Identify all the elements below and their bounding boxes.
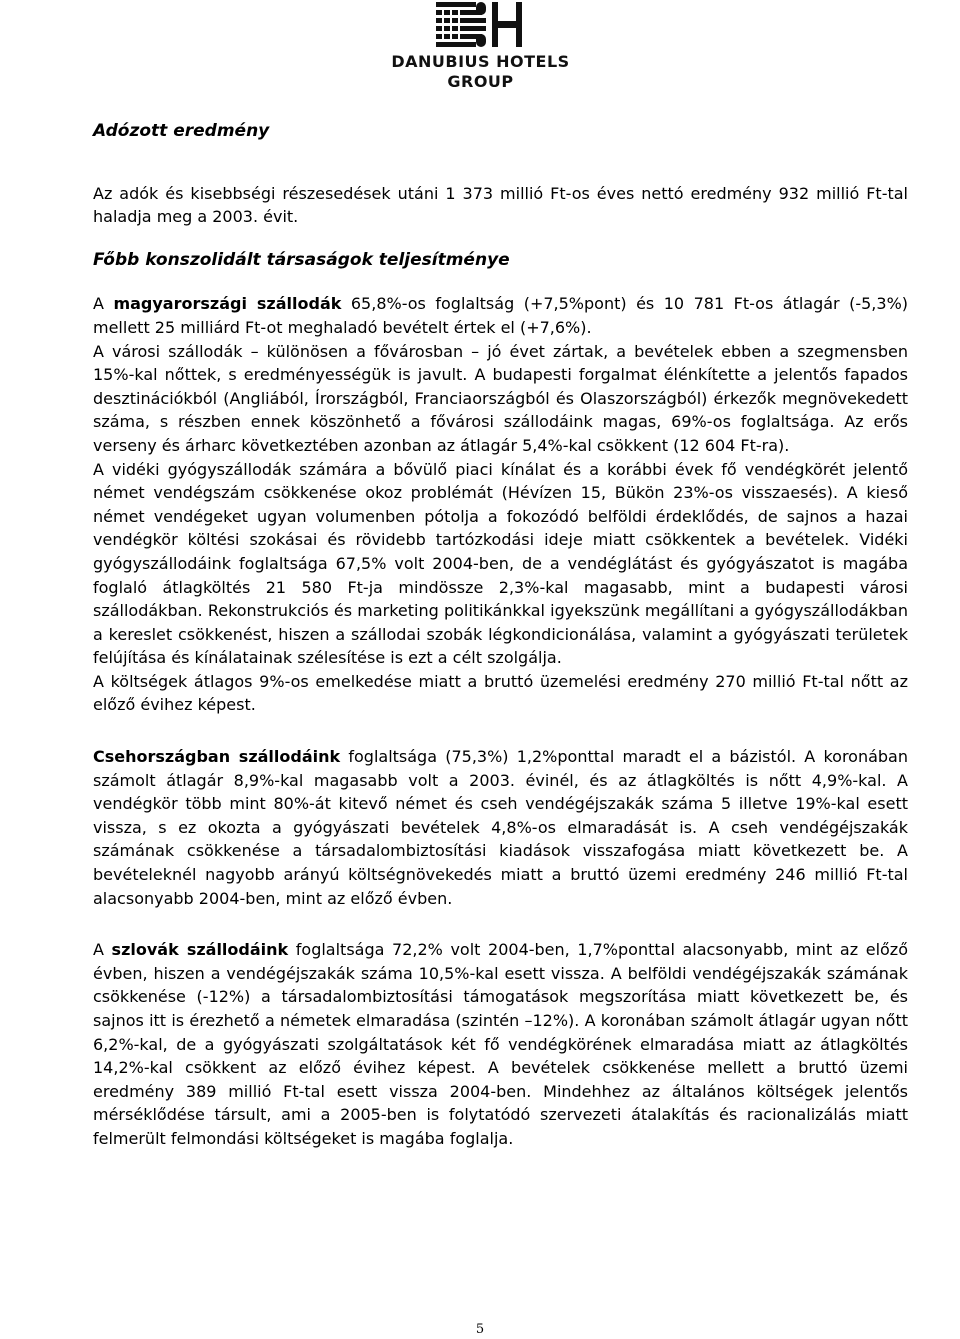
paragraph-spa-hotels: A vidéki gyógyszállodák számára a bővülő piaci kínálat és a korábbi évek fő vendégkörét jelentő német vendégszám csökkenése okoz problémát (Hévízen 15, Bükön 23%-os visszaesés). A kieső német vendégeket ugyan volumenben pótolja a fokozódó belföldi érdeklődés, de sajnos a hazai vendégkör költési szokásai és rövidebb tartózkodási ideje miatt csökkentek a bevételek. Vidéki gyógyszállodáink foglaltsága 67,5% volt 2004-ben, de a vendéglátást és gyógyászatot is magába foglaló átlagköltés 21 580 Ft-ja mindössze 2,3%-kal magasabb, mint a budapesti városi szállodákban. Rekonstrukciós és marketing politikánkkal igyekszünk megállítani a gyógyszállodákban a kereslet csökkenést, hiszen a szállodai szobák légkondicionálása, valamint a gyógyászati területek felújítása és kínálatainak szélesítése is ezt a célt szolgálja. bbox=[93, 459, 908, 668]
paragraph-costs: A költségek átlagos 9%-os emelkedése miatt a bruttó üzemelési eredmény 270 millió Ft-tal nőtt az előző évihez képest. bbox=[93, 671, 908, 715]
paragraph-net-result: Az adók és kisebbségi részesedések utáni 1 373 millió Ft-os éves nettó eredmény 932 millió Ft-tal haladja meg a 2003. évit. bbox=[93, 183, 908, 227]
logo-text-danubius-hotels: DANUBIUS HOTELS bbox=[391, 52, 570, 71]
text-run: 65,8%-os foglaltság (+7,5%pont) és 10 781 Ft-os átlagár (-5,3%) mellett 25 milliárd Ft-ot meghaladó bevételt értek el (+7,6%). bbox=[93, 294, 909, 337]
heading-konszolidalt-tarsasagok: Főbb konszolidált társaságok teljesítménye bbox=[93, 249, 510, 270]
paragraph-slovak-hotels bbox=[93, 938, 908, 1150]
bold-term-csehorszagban-szallodaink: Csehországban szállodáink bbox=[93, 747, 341, 767]
bold-term-szlovak-szallodaink: szlovák szállodáink bbox=[111, 940, 289, 960]
paragraph-hungarian-hotels bbox=[93, 292, 908, 339]
bold-term-magyarorszagi-szallodak: magyarországi szállodák bbox=[113, 294, 342, 314]
company-logo bbox=[358, 2, 603, 94]
text-run: A bbox=[93, 294, 114, 314]
page-number: 5 bbox=[475, 1322, 485, 1337]
text-run: foglaltsága (75,3%) 1,2%ponttal maradt el a bázistól. A koronában számolt átlagár 8,9%-kal magasabb volt a 2003. évinél, és az átlagköltés is nőtt 4,9%-kal. A vendégkör több mint 80%-át kitevő német és cseh vendégéjszakák száma 5 illetve 19%-kal esett vissza, s ez okozta a gyógyászati bevételek 4,8%-os elmaradását is. A cseh vendégéjszakák számának csökkenése a társadalombiztosítási kiadások visszafogása miatt következett be. A bevételeknél nagyobb arányú költségnövekedés miatt a bruttó üzemi eredmény 246 millió Ft-tal alacsonyabb 2004-ben, mint az előző évben. bbox=[93, 747, 909, 908]
text-run: A bbox=[93, 940, 112, 960]
text-run: foglaltsága 72,2% volt 2004-ben, 1,7%ponttal alacsonyabb, mint az előző évben, hiszen a vendégéjszakák száma 10,5%-kal esett vissza. A belföldi vendégéjszakák számának csökkenése (-12%) a társadalombiztosítási támogatások megszorítása miatt következett be, és sajnos itt is érezhető a németek elmaradása (szintén –12%). A koronában számolt átlagár ugyan nőtt 6,2%-kal, de a gyógyászati szolgáltatások két fő vendégkörének elmaradása miatt az átlagköltés 14,2%-kal csökkent az előző évihez képest. A bevételek csökkenése mellett a bruttó üzemi eredmény 389 millió Ft-tal esett vissza 2004-ben. Mindehhez az általános költségek jelentős mérséklődése társult, ami a 2005-ben is folytatódó szervezeti átalakítás és racionalizálás miatt felmerült felmondási költségeket is magába foglalja. bbox=[93, 940, 908, 1148]
heading-adozott-eredmeny: Adózott eredmény bbox=[93, 121, 270, 141]
document-body bbox=[93, 118, 908, 1151]
dh-monogram-icon bbox=[436, 2, 522, 48]
logo-text-group: GROUP bbox=[447, 72, 514, 91]
paragraph-city-hotels: A városi szállodák – különösen a fővárosban – jó évet zártak, a bevételek ebben a szegmensben 15%-kal nőttek, s eredményességük is javult. A budapesti forgalmat élénkítette a jelentős fapados desztinációkból (Angliából, Írországból, Franciaországból és Olaszországból) érkezők megnövekedett száma, s részben ennek köszönhető a fővárosi szállodáink magas, 69%-os foglaltsága. Az erős verseny és árharc következtében azonban az átlagár 5,4%-kal csökkent (12 604 Ft-ra). bbox=[93, 341, 908, 455]
paragraph-czech-hotels bbox=[93, 745, 908, 910]
